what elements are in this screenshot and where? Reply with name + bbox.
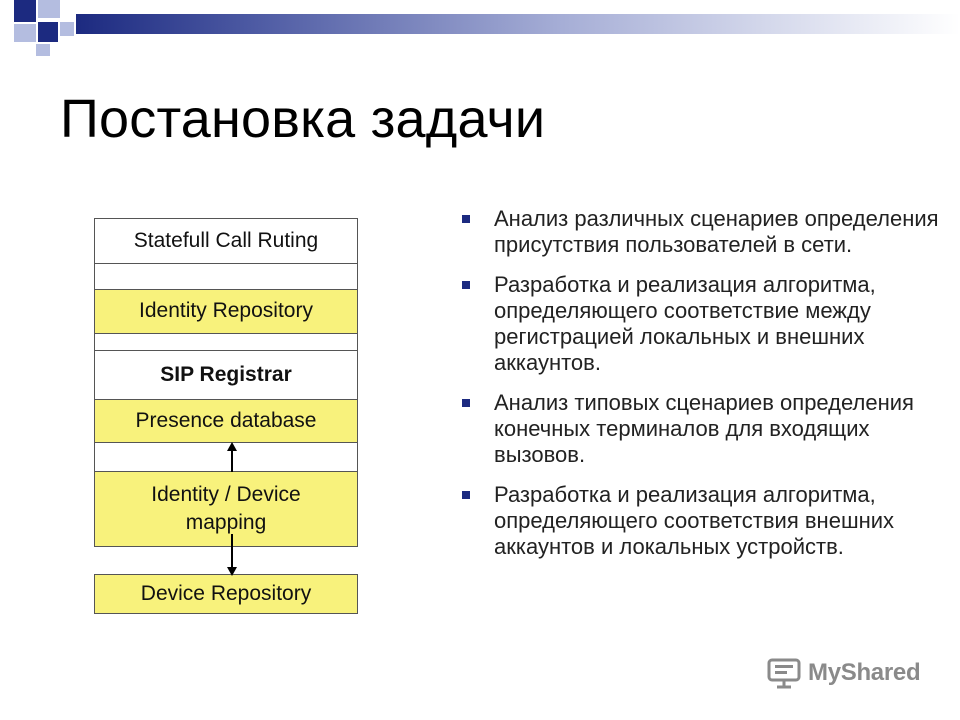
square-bullet-icon	[462, 215, 470, 223]
square-bullet-icon	[462, 399, 470, 407]
decor-square-1	[14, 0, 36, 22]
layer-spacer-1	[94, 263, 358, 290]
layer-spacer-2	[94, 333, 358, 351]
watermark-text: MyShared	[808, 659, 921, 686]
layer-identity-device-mapping: Identity / Device mapping	[94, 471, 358, 547]
layer-sip-registrar: SIP Registrar	[94, 350, 358, 400]
decor-square-3	[14, 24, 36, 42]
layer-identity-repository: Identity Repository	[94, 289, 358, 334]
square-bullet-icon	[462, 491, 470, 499]
bullet-text: Разработка и реализация алгоритма, определяющего соответствие между регистрацией локальных и внешних аккаунтов.	[494, 272, 876, 375]
task-bullet-list	[462, 206, 942, 574]
slide-title: Постановка задачи	[60, 89, 546, 149]
decor-square-2	[38, 0, 60, 18]
decor-gradient-bar	[76, 14, 960, 34]
bullet-text: Анализ типовых сценариев определения конечных терминалов для входящих вызовов.	[494, 390, 914, 467]
myshared-watermark	[766, 656, 920, 690]
list-item	[462, 482, 942, 560]
layer-presence-database: Presence database	[94, 399, 358, 443]
list-item	[462, 272, 942, 376]
bullet-text: Анализ различных сценариев определения присутствия пользователей в сети.	[494, 206, 939, 257]
decor-square-4	[38, 22, 58, 42]
list-item	[462, 206, 942, 258]
presentation-board-icon	[766, 657, 802, 689]
layer-device-repository: Device Repository	[94, 574, 358, 614]
list-item	[462, 390, 942, 468]
up-arrow-icon	[226, 442, 238, 472]
square-bullet-icon	[462, 281, 470, 289]
decor-square-6	[36, 44, 50, 56]
down-arrow-icon	[226, 534, 238, 576]
decor-square-5	[60, 22, 74, 36]
bullet-text: Разработка и реализация алгоритма, определяющего соответствия внешних аккаунтов и локальных устройств.	[494, 482, 895, 559]
layer-statefull-call-ruting: Statefull Call Ruting	[94, 218, 358, 264]
architecture-diagram	[94, 218, 360, 614]
